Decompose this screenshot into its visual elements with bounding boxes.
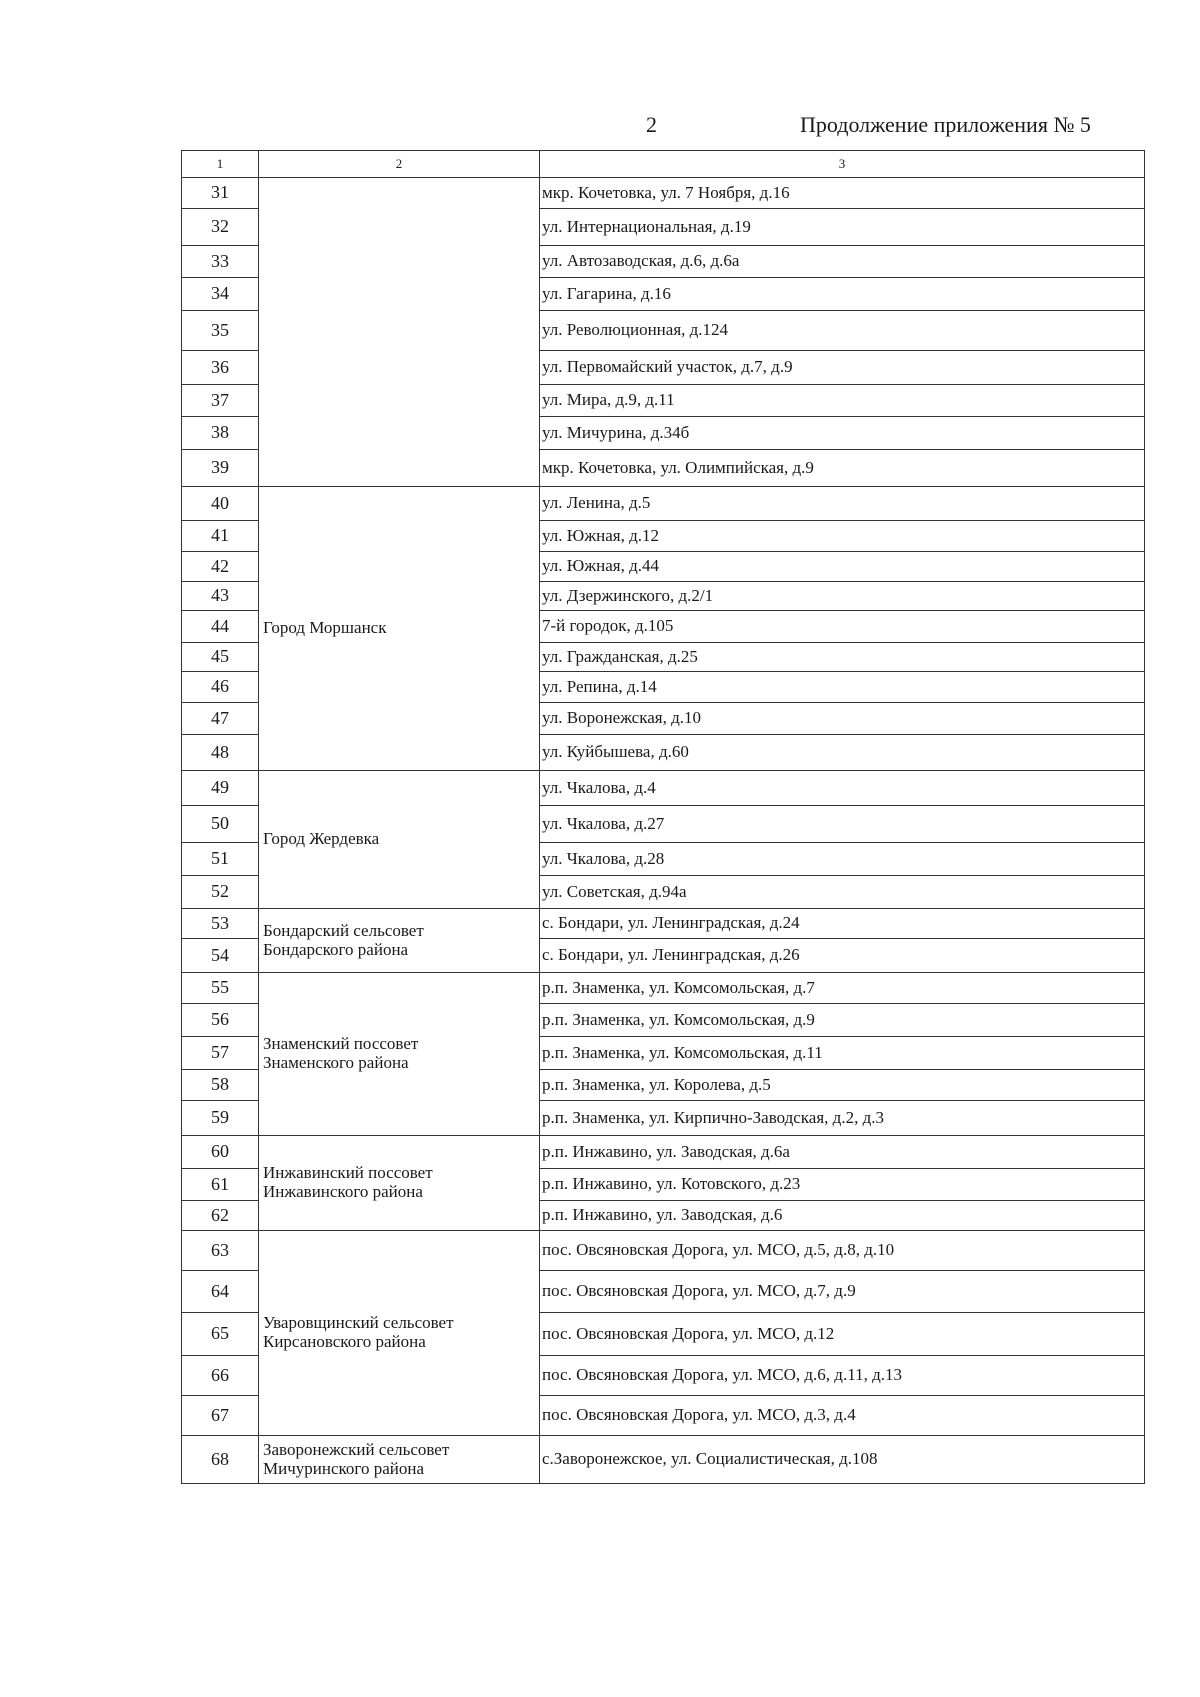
- row-number: 43: [182, 582, 259, 611]
- address-cell: ул. Южная, д.44: [540, 552, 1145, 582]
- column-header-3: 3: [540, 151, 1145, 178]
- address-cell: ул. Чкалова, д.27: [540, 806, 1145, 843]
- address-cell: мкр. Кочетовка, ул. 7 Ноября, д.16: [540, 178, 1145, 209]
- address-cell: ул. Куйбышева, д.60: [540, 735, 1145, 771]
- row-number: 59: [182, 1101, 259, 1136]
- table-row: [182, 909, 1145, 939]
- table-row: [182, 487, 1145, 521]
- row-number: 31: [182, 178, 259, 209]
- row-number: 53: [182, 909, 259, 939]
- address-cell: ул. Чкалова, д.4: [540, 771, 1145, 806]
- address-cell: ул. Революционная, д.124: [540, 311, 1145, 351]
- address-cell: р.п. Инжавино, ул. Заводская, д.6а: [540, 1136, 1145, 1169]
- table-row: [182, 1436, 1145, 1484]
- row-number: 45: [182, 643, 259, 672]
- table-row: [182, 771, 1145, 806]
- row-number: 66: [182, 1356, 259, 1396]
- address-cell: р.п. Знаменка, ул. Комсомольская, д.7: [540, 973, 1145, 1004]
- row-number: 62: [182, 1201, 259, 1231]
- address-cell: ул. Репина, д.14: [540, 672, 1145, 703]
- row-number: 68: [182, 1436, 259, 1484]
- address-cell: пос. Овсяновская Дорога, ул. МСО, д.7, д.9: [540, 1271, 1145, 1313]
- table-row: [182, 1136, 1145, 1169]
- row-number: 49: [182, 771, 259, 806]
- row-number: 38: [182, 417, 259, 450]
- row-number: 32: [182, 209, 259, 246]
- row-number: 44: [182, 611, 259, 643]
- address-cell: с. Бондари, ул. Ленинградская, д.26: [540, 939, 1145, 973]
- address-cell: ул. Ленина, д.5: [540, 487, 1145, 521]
- row-number: 64: [182, 1271, 259, 1313]
- address-cell: р.п. Знаменка, ул. Кирпично-Заводская, д.2, д.3: [540, 1101, 1145, 1136]
- table-row: [182, 973, 1145, 1004]
- municipality-cell: Город Жердевка: [259, 771, 540, 909]
- address-cell: ул. Автозаводская, д.6, д.6а: [540, 246, 1145, 278]
- address-cell: р.п. Знаменка, ул. Комсомольская, д.11: [540, 1037, 1145, 1070]
- address-cell: ул. Воронежская, д.10: [540, 703, 1145, 735]
- column-header-2: 2: [259, 151, 540, 178]
- row-number: 54: [182, 939, 259, 973]
- row-number: 61: [182, 1169, 259, 1201]
- page-number: 2: [646, 112, 657, 137]
- address-cell: р.п. Знаменка, ул. Королева, д.5: [540, 1070, 1145, 1101]
- address-cell: пос. Овсяновская Дорога, ул. МСО, д.12: [540, 1313, 1145, 1356]
- row-number: 48: [182, 735, 259, 771]
- municipality-cell: Уваровщинский сельсовет Кирсановского района: [259, 1231, 540, 1436]
- address-cell: ул. Интернациональная, д.19: [540, 209, 1145, 246]
- address-cell: пос. Овсяновская Дорога, ул. МСО, д.5, д.8, д.10: [540, 1231, 1145, 1271]
- row-number: 65: [182, 1313, 259, 1356]
- row-number: 60: [182, 1136, 259, 1169]
- address-cell: 7-й городок, д.105: [540, 611, 1145, 643]
- address-cell: ул. Гражданская, д.25: [540, 643, 1145, 672]
- municipality-cell: Город Моршанск: [259, 487, 540, 771]
- municipality-cell: Бондарский сельсовет Бондарского района: [259, 909, 540, 973]
- row-number: 39: [182, 450, 259, 487]
- row-number: 37: [182, 385, 259, 417]
- address-table: [181, 150, 1145, 1484]
- row-number: 35: [182, 311, 259, 351]
- address-cell: ул. Мира, д.9, д.11: [540, 385, 1145, 417]
- municipality-cell: [259, 178, 540, 487]
- row-number: 42: [182, 552, 259, 582]
- row-number: 51: [182, 843, 259, 876]
- address-cell: ул. Гагарина, д.16: [540, 278, 1145, 311]
- address-cell: ул. Советская, д.94а: [540, 876, 1145, 909]
- municipality-cell: Заворонежский сельсовет Мичуринского района: [259, 1436, 540, 1484]
- address-cell: р.п. Знаменка, ул. Комсомольская, д.9: [540, 1004, 1145, 1037]
- row-number: 40: [182, 487, 259, 521]
- address-cell: пос. Овсяновская Дорога, ул. МСО, д.6, д.11, д.13: [540, 1356, 1145, 1396]
- municipality-cell: Инжавинский поссовет Инжавинского района: [259, 1136, 540, 1231]
- row-number: 47: [182, 703, 259, 735]
- row-number: 52: [182, 876, 259, 909]
- address-cell: пос. Овсяновская Дорога, ул. МСО, д.3, д.4: [540, 1396, 1145, 1436]
- row-number: 56: [182, 1004, 259, 1037]
- column-header-1: 1: [182, 151, 259, 178]
- row-number: 33: [182, 246, 259, 278]
- address-cell: ул. Первомайский участок, д.7, д.9: [540, 351, 1145, 385]
- address-cell: ул. Дзержинского, д.2/1: [540, 582, 1145, 611]
- address-cell: р.п. Инжавино, ул. Заводская, д.6: [540, 1201, 1145, 1231]
- row-number: 57: [182, 1037, 259, 1070]
- address-cell: ул. Чкалова, д.28: [540, 843, 1145, 876]
- table-row: [182, 178, 1145, 209]
- address-cell: р.п. Инжавино, ул. Котовского, д.23: [540, 1169, 1145, 1201]
- row-number: 41: [182, 521, 259, 552]
- table-body: [182, 151, 1145, 1484]
- document-caption: Продолжение приложения № 5: [800, 112, 1091, 137]
- row-number: 36: [182, 351, 259, 385]
- municipality-cell: Знаменский поссовет Знаменского района: [259, 973, 540, 1136]
- table-row: [182, 1231, 1145, 1271]
- row-number: 34: [182, 278, 259, 311]
- row-number: 63: [182, 1231, 259, 1271]
- address-cell: с. Бондари, ул. Ленинградская, д.24: [540, 909, 1145, 939]
- address-cell: ул. Мичурина, д.34б: [540, 417, 1145, 450]
- address-cell: с.Заворонежское, ул. Социалистическая, д.108: [540, 1436, 1145, 1484]
- row-number: 46: [182, 672, 259, 703]
- row-number: 67: [182, 1396, 259, 1436]
- row-number: 50: [182, 806, 259, 843]
- address-cell: ул. Южная, д.12: [540, 521, 1145, 552]
- address-cell: мкр. Кочетовка, ул. Олимпийская, д.9: [540, 450, 1145, 487]
- row-number: 55: [182, 973, 259, 1004]
- header-row: [182, 151, 1145, 178]
- row-number: 58: [182, 1070, 259, 1101]
